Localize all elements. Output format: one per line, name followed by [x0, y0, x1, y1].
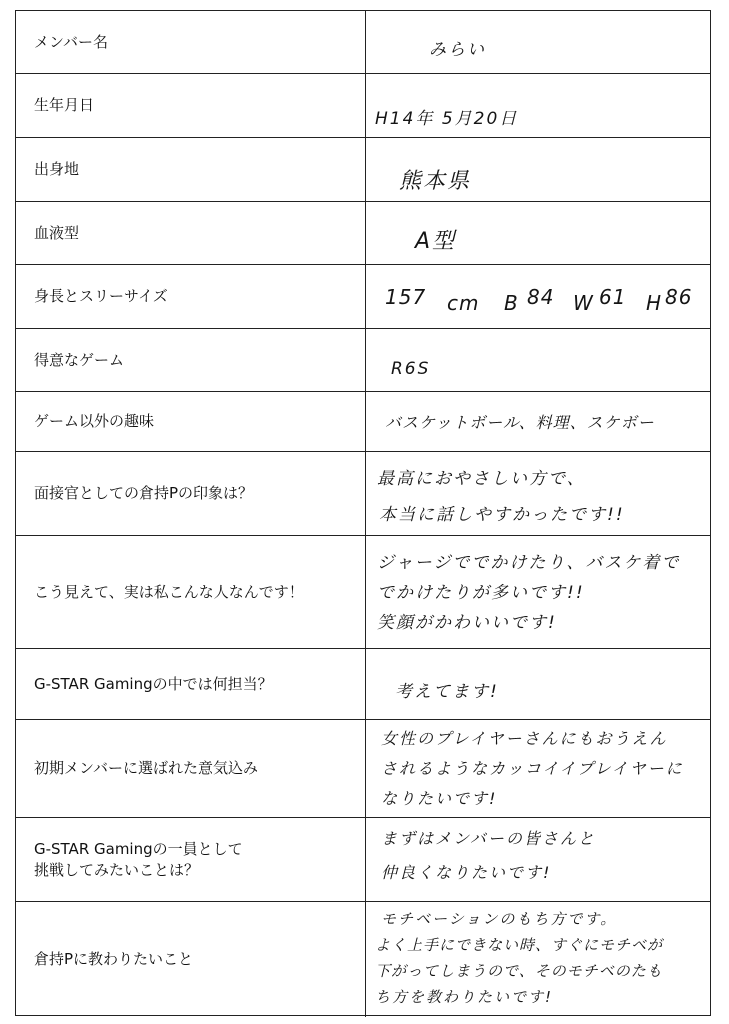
- answer-blood-type: [367, 202, 710, 264]
- row-impression: [16, 451, 710, 535]
- blood-type-value: A型: [415, 229, 457, 254]
- row-member-name: [16, 11, 710, 73]
- answer-ambition: [367, 720, 710, 817]
- answer-challenge: [367, 818, 710, 901]
- label-about-me: こう見えて、実は私こんな人なんです！: [34, 582, 304, 601]
- label-blood-type: 血液型: [34, 223, 80, 242]
- hobbies-value: バスケットボール、料理、スケボー: [385, 413, 655, 432]
- impression-line: 最高におやさしい方で、: [377, 469, 586, 489]
- label-ambition: 初期メンバーに選ばれた意気込み: [34, 759, 258, 777]
- bust-value: 84: [527, 285, 555, 309]
- ambition-line: されるようなカッコイイプレイヤーに: [381, 759, 684, 778]
- hip-value: 86: [665, 285, 693, 309]
- label-impression: 面接官としての倉持Pの印象は？: [34, 484, 254, 502]
- row-birthdate: [16, 73, 710, 137]
- role-value: 考えてます!: [395, 682, 499, 702]
- row-learn-from: [16, 901, 710, 1017]
- answer-learn-from: [367, 902, 710, 1017]
- learn-from-line: よく上手にできない時、すぐにモチベが: [375, 936, 664, 954]
- challenge-line: 仲良くなりたいです!: [381, 863, 552, 882]
- answer-hometown: [367, 138, 710, 201]
- height-unit: cm: [447, 291, 480, 315]
- waist-label: W: [573, 291, 594, 315]
- profile-form: [15, 10, 711, 1016]
- about-me-line: ジャージででかけたり、バスケ着で: [377, 553, 681, 573]
- answer-role: [367, 649, 710, 719]
- row-about-me: [16, 535, 710, 648]
- label-challenge: G-STAR Gamingの一員として 挑戦してみたいことは？: [34, 839, 243, 879]
- height-value: 157: [385, 285, 427, 309]
- bust-label: B: [504, 291, 519, 315]
- label-favorite-game: 得意なゲーム: [34, 350, 125, 369]
- learn-from-line: ち方を教わりたいです!: [375, 988, 554, 1006]
- answer-favorite-game: [367, 329, 710, 391]
- hip-label: H: [646, 291, 663, 315]
- label-birthdate: 生年月日: [34, 96, 95, 114]
- about-me-line: でかけたりが多いです!!: [377, 583, 585, 603]
- birthdate-value: H14年 5月20日: [375, 109, 519, 129]
- answer-measurements: [367, 265, 710, 328]
- hometown-value: 熊本県: [399, 169, 472, 194]
- answer-impression: [367, 452, 710, 535]
- label-hobbies: ゲーム以外の趣味: [34, 412, 155, 430]
- row-blood-type: [16, 201, 710, 264]
- impression-line: 本当に話しやすかったです!!: [379, 505, 625, 525]
- row-hometown: [16, 137, 710, 201]
- learn-from-line: モチベーションのもち方です。: [381, 910, 618, 928]
- answer-birthdate: [367, 74, 710, 137]
- learn-from-line: 下がってしまうので、そのモチベのたも: [375, 962, 663, 980]
- row-ambition: [16, 719, 710, 817]
- member-name-value: みらい: [429, 40, 486, 60]
- label-member-name: メンバー名: [34, 32, 108, 51]
- favorite-game-value: R6S: [391, 359, 431, 379]
- label-role: G-STAR Gamingの中では何担当？: [34, 674, 273, 693]
- row-hobbies: [16, 391, 710, 451]
- answer-about-me: [367, 536, 710, 648]
- label-learn-from: 倉持Pに教わりたいこと: [34, 950, 194, 968]
- row-role: [16, 648, 710, 719]
- answer-hobbies: [367, 392, 710, 451]
- row-challenge: [16, 817, 710, 901]
- ambition-line: なりたいです!: [381, 789, 498, 808]
- row-favorite-game: [16, 328, 710, 391]
- label-measurements: 身長とスリーサイズ: [34, 287, 168, 305]
- answer-member-name: [367, 11, 710, 73]
- waist-value: 61: [599, 285, 627, 309]
- label-hometown: 出身地: [34, 160, 80, 178]
- challenge-line: まずはメンバーの皆さんと: [381, 829, 596, 848]
- ambition-line: 女性のプレイヤーさんにもおうえん: [381, 729, 668, 748]
- about-me-line: 笑顔がかわいいです!: [377, 613, 557, 633]
- row-measurements: [16, 264, 710, 328]
